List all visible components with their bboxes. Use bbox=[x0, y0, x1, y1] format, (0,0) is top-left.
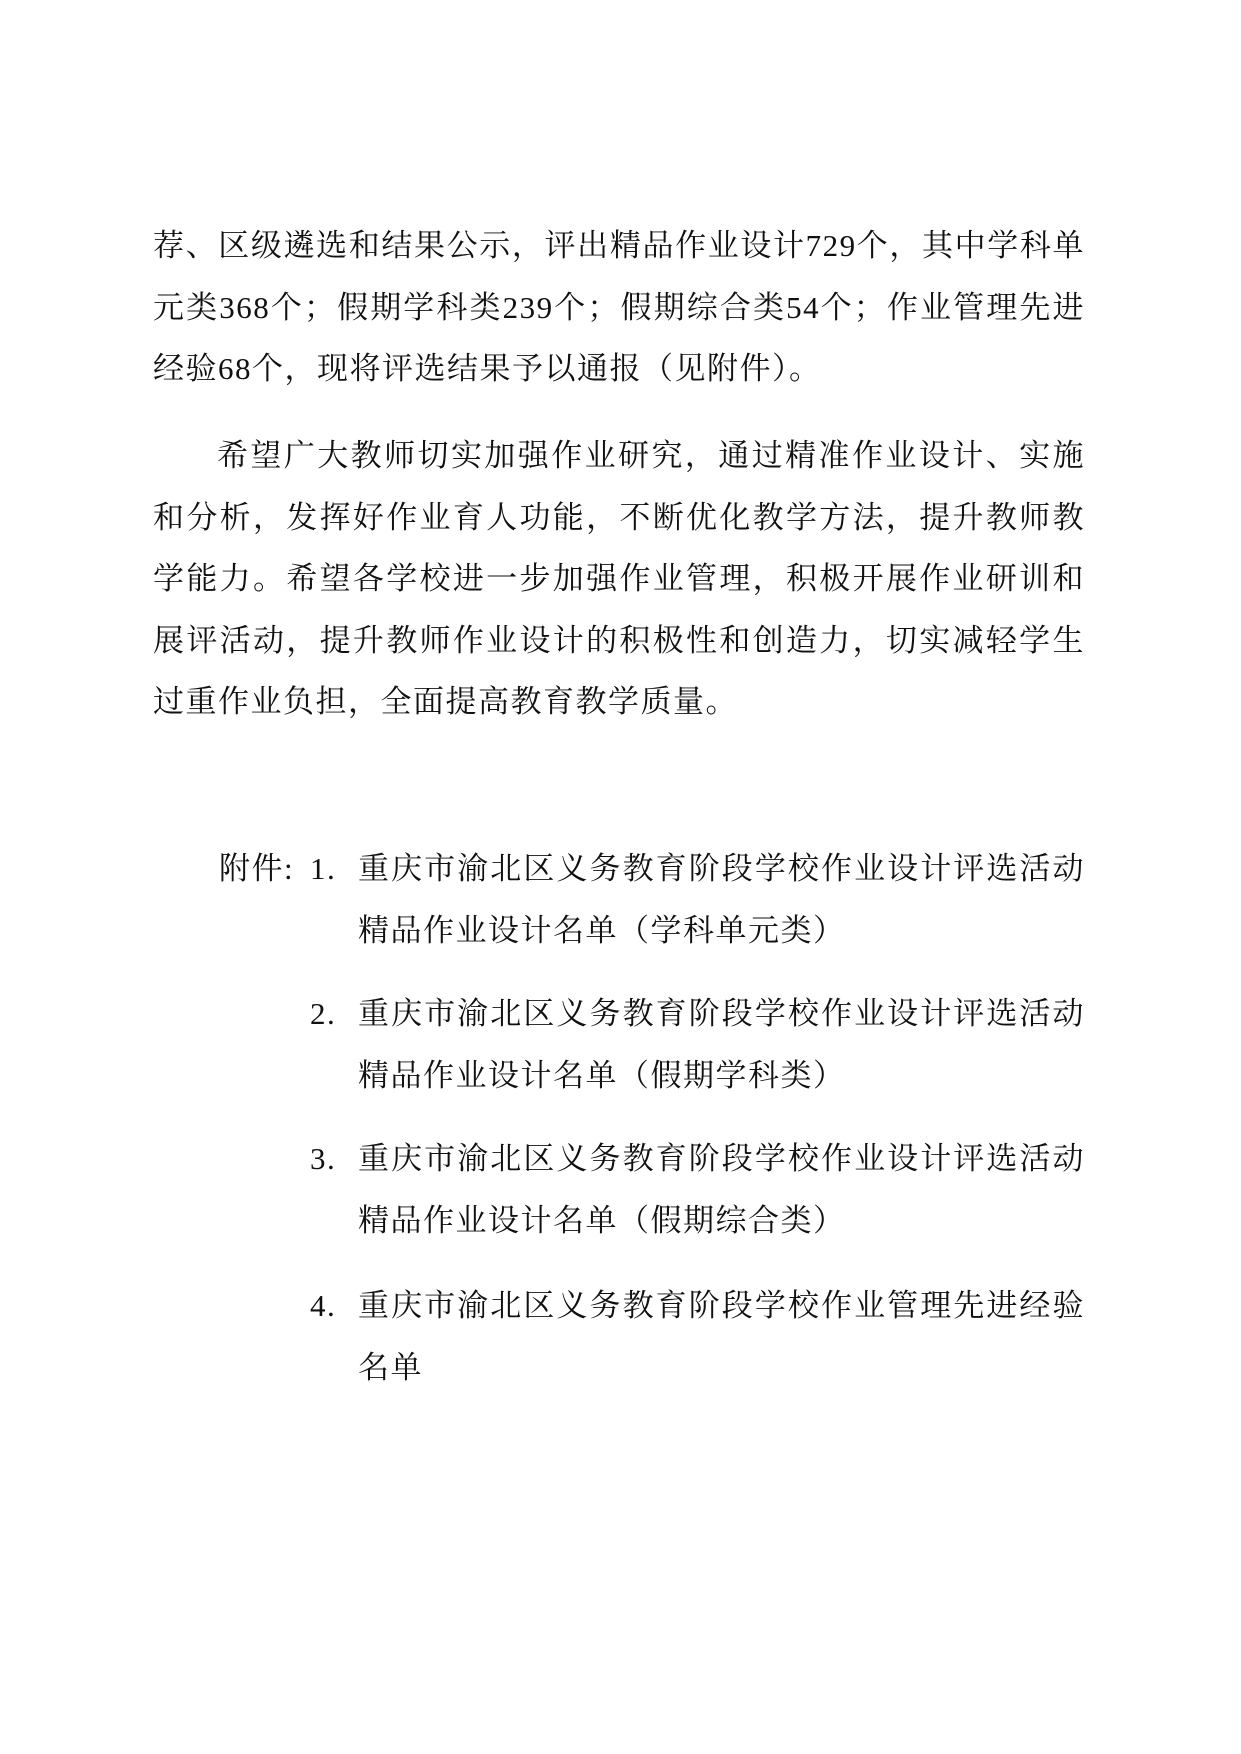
body-paragraph-expectations: 希望广大教师切实加强作业研究，通过精准作业设计、实施和分析，发挥好作业育人功能，不断优化教学方法，提升教师教学能力。希望各学校进一步加强作业管理，积极开展作业研训和展评活动，提升教师作业设计的积极性和创造力，切实减轻学生过重作业负担，全面提高教育教学质量。 bbox=[153, 438, 1085, 719]
attachment-number: 3. bbox=[310, 1141, 337, 1176]
attachments-label: 附件: bbox=[219, 851, 295, 886]
attachment-number: 1. bbox=[310, 851, 337, 886]
attachment-title: 重庆市渝北区义务教育阶段学校作业管理先进经验名单 bbox=[358, 1288, 1085, 1385]
attachment-number: 2. bbox=[310, 996, 337, 1031]
attachment-number: 4. bbox=[310, 1288, 337, 1323]
attachment-title: 重庆市渝北区义务教育阶段学校作业设计评选活动精品作业设计名单（假期学科类） bbox=[358, 996, 1085, 1093]
attachment-title: 重庆市渝北区义务教育阶段学校作业设计评选活动精品作业设计名单（假期综合类） bbox=[358, 1141, 1085, 1238]
body-paragraph-results: 荐、区级遴选和结果公示，评出精品作业设计729个，其中学科单元类368个；假期学科类239个；假期综合类54个；作业管理先进经验68个，现将评选结果予以通报（见附件）。 bbox=[153, 228, 1085, 386]
attachment-title: 重庆市渝北区义务教育阶段学校作业设计评选活动精品作业设计名单（学科单元类） bbox=[358, 851, 1085, 948]
